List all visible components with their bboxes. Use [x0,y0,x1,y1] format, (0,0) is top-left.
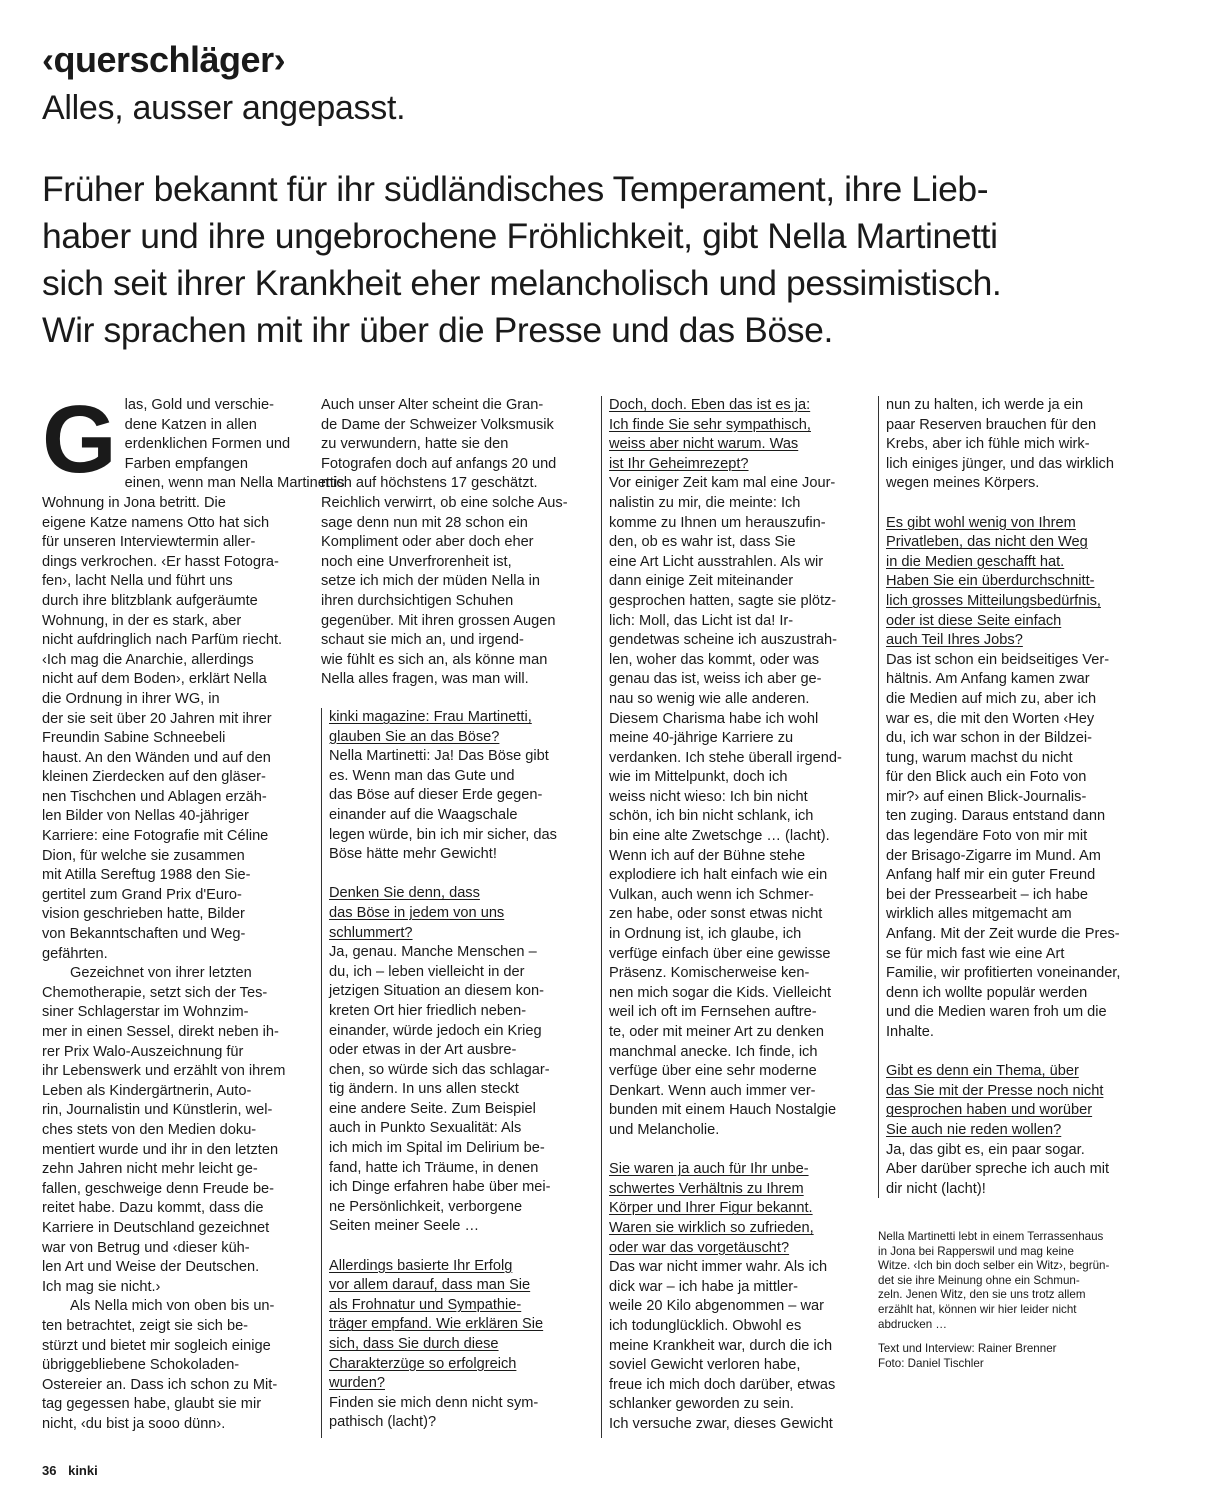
text-line: in Ordnung ist, ich glaube, ich [609,926,802,943]
text-line: du, ich war schon in der Bildzei- [886,730,1093,747]
text-line: lich: Moll, das Licht ist da! Ir- [609,612,794,629]
text-line: zen habe, oder sonst etwas nicht [609,906,823,923]
text-line: verdanken. Ich stehe überall irgend- [609,749,842,766]
text-line: Chemotherapie, setzt sich der Tes- [42,984,268,1001]
text-line: ne Persönlichkeit, verborgene [329,1198,523,1215]
text-line: Reichlich verwirrt, ob eine solche Aus- [321,494,568,511]
text-line: lich einiges jünger, und das wirklich [886,455,1114,472]
text-line: Ostereier an. Dass ich schon zu Mit- [42,1376,278,1393]
text-line: fallen, geschweige denn Freude be- [42,1180,275,1197]
text-line: sage denn nun mit 28 schon ein [321,514,528,531]
text-line: abdrucken … [878,1317,947,1331]
text-line: mit Atilla Sereftug 1988 den Sie- [42,867,251,884]
text-line: Inhalte. [886,1024,934,1040]
page-footer [42,1463,106,1478]
question-line: als Frohnatur und Sympathie- [329,1296,522,1313]
text-line: Kompliment oder aber doch eher [321,534,534,551]
text-line: ich mich im Spital im Delirium be- [329,1140,545,1157]
question-line: Gibt es denn ein Thema, über [886,1063,1079,1080]
text-line: eine andere Seite. Zum Beispiel [329,1100,536,1117]
text-line: len Bilder von Nellas 40-jähriger [42,808,249,825]
text-line: die Ordnung in ihrer WG, in [42,690,220,707]
text-line: Karriere: eine Fotografie mit Céline [42,828,269,845]
text-line: wirklich alles mitgemacht am [886,906,1072,923]
text-line: Denkart. Wenn auch immer ver- [609,1082,816,1099]
text-line: wegen meines Körpers. [886,475,1040,492]
text-line: dene Katzen in allen [124,416,257,433]
text-line: dick war – ich habe ja mittler- [609,1278,798,1295]
text-line: mentiert wurde und ihr in den letzten [42,1141,279,1158]
text-line: len, woher das kommt, oder was [609,651,820,668]
text-line: siner Schlagerstar im Wohnzim- [42,1004,249,1021]
text-line: schaut sie mich an, und irgend- [321,632,524,649]
question-line: oder war das vorgetäuscht? [609,1239,790,1256]
question-line: Körper und Ihrer Figur bekannt. [609,1200,813,1217]
question-line: träger empfand. Wie erklären Sie [329,1316,544,1333]
text-line: Seiten meiner Seele … [329,1218,480,1235]
text-line: komme zu Ihnen um herauszufin- [609,514,826,531]
question-line: Denken Sie denn, dass [329,885,480,902]
text-line: kreten Ort hier friedlich neben- [329,1002,527,1019]
text-line: dir nicht (lacht)! [886,1180,986,1197]
text-line: Fotografen doch auf anfangs 20 und [321,455,557,472]
text-line: Diesem Charisma habe ich wohl [609,710,819,727]
text-line: der sie seit über 20 Jahren mit ihrer [42,710,272,727]
text-line: ihren durchsichtigen Schuhen [321,592,514,609]
text-line: gefährten. [42,945,108,962]
paragraph-gap [886,1043,1146,1063]
text-line: las, Gold und verschie- [124,397,274,413]
text-line: legen würde, bin ich mir sicher, das [329,826,557,843]
question-line: Es gibt wohl wenig von Ihrem [886,514,1076,531]
text-line: die Medien auf mich zu, aber ich [886,690,1097,707]
text-line: setze ich mich der müden Nella in [321,573,541,590]
text-line: war von Betrug und ‹dieser küh- [42,1239,250,1256]
text-line: in Jona bei Rapperswil und mag keine [878,1244,1074,1258]
text-line: den, ob es wahr ist, dass Sie [609,534,796,551]
text-line: Nella Martinetti lebt in einem Terrassenhaus [878,1230,1104,1243]
text-line: nun zu halten, ich werde ja ein [886,397,1084,413]
text-line: verfüge über eine sehr moderne [609,1063,817,1080]
paragraph-gap [886,494,1146,514]
question-line: Doch, doch. Eben das ist es ja: [609,397,811,413]
text-line: haust. An den Wänden und auf den [42,749,271,766]
text-line: len Art und Weise der Deutschen. [42,1259,260,1276]
question-line: glauben Sie an das Böse? [329,728,500,745]
question-line: Privatleben, das nicht den Weg [886,534,1088,551]
text-line: nen mich sogar die Kids. Vielleicht [609,984,831,1001]
text-line: Ich mag sie nicht.› [42,1278,161,1295]
text-line: weile 20 Kilo abgenommen – war [609,1298,824,1315]
text-line: nau so wenig wie alle anderen. [609,690,810,707]
text-line: Das war nicht immer wahr. Als ich [609,1259,828,1276]
text-line: meine 40-jährige Karriere zu [609,730,794,747]
text-line: mer in einen Sessel, direkt neben ih- [42,1024,279,1040]
text-line: mir?› auf einen Blick-Journalis- [886,788,1087,805]
question-line: lich grosses Mitteilungsbedürfnis, [886,592,1101,609]
text-line: kleinen Zierdecken auf den gläser- [42,769,266,786]
column-2-interview [329,708,584,1433]
text-line: genau das ist, weiss ich aber ge- [609,671,822,688]
text-line: nalistin zu mir, die meinte: Ich [609,494,801,511]
text-line: gegenüber. Mit ihren grossen Augen [321,612,556,629]
question-line: Ich finde Sie sehr sympathisch, [609,416,811,433]
text-line: nicht aufdringlich nach Parfüm riecht. [42,632,283,649]
text-line: Foto: Daniel Tischler [878,1356,984,1370]
text-line: war es, die mit den Worten ‹Hey [886,710,1095,727]
text-line: freue ich mich doch darüber, etwas [609,1376,836,1393]
text-line: ihr Lebenswerk und erzählt von ihrem [42,1063,286,1080]
column-rule [601,396,602,1438]
question-line: vor allem darauf, dass man Sie [329,1277,531,1294]
column-rule [878,396,879,1198]
text-line: gendetwas scheine ich auszustrah- [609,632,837,649]
question-line: Allerdings basierte Ihr Erfolg [329,1257,513,1274]
text-line: wie im Mittelpunkt, doch ich [609,769,788,786]
text-line: von Bekanntschaften und Weg- [42,926,246,943]
text-line: se für mich fast wie eine Art [886,945,1065,962]
text-line: tung, warum machst du nicht [886,749,1073,766]
text-line: ches stets von den Medien doku- [42,1121,257,1138]
text-line: dings verkrochen. ‹Er hasst Fotogra- [42,553,279,570]
text-line: durch ihre blitzblank aufgeräumte [42,592,258,609]
caption-spacer [878,1332,1148,1342]
text-line: bei der Pressearbeit – ich habe [886,886,1089,903]
text-line: Anfang. Mit der Zeit wurde die Pres- [886,926,1120,943]
text-line: für den Blick auch ein Foto von [886,769,1087,786]
text-line: te, oder mit meiner Art zu denken [609,1024,824,1040]
text-line: noch eine Unverfrorenheit ist, [321,553,512,570]
text-line: stürzt und bietet mir sogleich einige [42,1337,271,1354]
text-line: auch in Punkto Sexualität: Als [329,1120,522,1137]
text-line: zehn Jahren nicht mehr leicht ge- [42,1161,258,1178]
text-line: das legendäre Foto von mir mit [886,828,1088,845]
text-line: erzählt hat, können wir hier leider nicht [878,1302,1077,1316]
text-line: hältnis. Am Anfang kamen zwar [886,671,1090,688]
text-line: einen, wenn man Nella Martinettis [124,475,345,492]
text-line: einander, würde jedoch ein Krieg [329,1022,542,1039]
text-line: Wohnung, in der es stark, aber [42,612,242,629]
text-line: ich todunglücklich. Obwohl es [609,1317,802,1334]
text-line: Als Nella mich von oben bis un- [70,1298,275,1315]
text-line: das Böse auf dieser Erde gegen- [329,787,543,804]
col1-body [42,474,345,1434]
text-line: Witze. ‹Ich bin doch selber ein Witz›, begrün- [878,1259,1110,1273]
question-line: sich, dass Sie durch diese [329,1336,499,1352]
paragraph-gap [329,1237,584,1257]
column-3 [609,396,859,1434]
text-line: Ich versuche zwar, dieses Gewicht [609,1415,833,1432]
magazine-name: kinki [68,1463,98,1478]
question-line: das Böse in jedem von uns [329,904,505,921]
text-line: ten betrachtet, zeigt sie sich be- [42,1317,249,1334]
text-line: ‹Ich mag die Anarchie, allerdings [42,651,254,668]
text-line: ich Dinge erfahren habe über mei- [329,1179,551,1196]
text-line: eine Art Licht ausstrahlen. Als wir [609,553,824,570]
text-line: Wohnung in Jona betritt. Die [42,494,226,511]
text-line: Ja, genau. Manche Menschen – [329,944,537,961]
text-line: fand, hatte ich Träume, in denen [329,1159,539,1176]
subtitle: Alles, ausser angepasst. [42,89,406,127]
text-line: Karriere in Deutschland gezeichnet [42,1219,270,1236]
question-line: wurden? [329,1375,385,1392]
text-line: de Dame der Schweizer Volksmusik [321,416,554,433]
text-line: für unseren Interviewtermin aller- [42,534,256,551]
text-line: bunden mit einem Hauch Nostalgie [609,1102,837,1119]
text-line: jetzigen Situation an diesem kon- [329,983,544,1000]
text-line: Text und Interview: Rainer Brenner [878,1342,1057,1356]
lead-line: Wir sprachen mit ihr über die Presse und das Böse. [42,310,833,350]
text-line: nicht, ‹du bist ja sooo dünn›. [42,1415,226,1432]
text-line: fen›, lacht Nella und führt uns [42,573,233,590]
lead-line: Früher bekannt für ihr südländisches Temperament, ihre Lieb- [42,169,989,209]
text-line: es. Wenn man das Gute und [329,767,515,784]
paragraph-gap [329,865,584,885]
text-line: denn ich wollte populär werden [886,984,1088,1001]
image-caption [878,1230,1148,1371]
text-line: pathisch (lacht)? [329,1414,437,1431]
lead-line: haber und ihre ungebrochene Fröhlichkeit, gibt Nella Martinetti [42,216,998,256]
text-line: paar Reserven brauchen für den [886,416,1097,433]
column-rule [321,708,322,1438]
text-line: Nella Martinetti: Ja! Das Böse gibt [329,748,549,765]
question-line: kinki magazine: Frau Martinetti, [329,709,532,725]
text-line: mich auf höchstens 17 geschätzt. [321,475,538,492]
text-line: tig ändern. In uns allen steckt [329,1081,519,1098]
text-line: rin, Journalistin und Künstlerin, wel- [42,1102,273,1119]
question-line: Waren sie wirklich so zufrieden, [609,1219,814,1236]
text-line: explodiere ich halt einfach wie ein [609,867,828,884]
question-line: ist Ihr Geheimrezept? [609,455,749,472]
paragraph-gap [609,1141,859,1161]
text-line: schön, ich bin nicht schlank, ich [609,808,814,825]
question-line: oder ist diese Seite einfach [886,612,1062,629]
text-line: chen, so würde sich das schlagar- [329,1061,550,1078]
question-line: schwertes Verhältnis zu Ihrem [609,1180,804,1197]
rubric-title: ‹querschläger› [42,39,286,80]
text-line: Farben empfangen [124,455,248,472]
text-line: det sie ihre Meinung ohne ein Schmun- [878,1273,1080,1287]
question-line: Charakterzüge so erfolgreich [329,1355,517,1372]
question-line: Sie auch nie reden wollen? [886,1121,1062,1138]
text-line: tag gegessen habe, glaubt sie mir [42,1396,262,1413]
text-line: rer Prix Walo-Auszeichnung für [42,1043,244,1060]
question-line: Sie waren ja auch für Ihr unbe- [609,1161,809,1178]
text-line: oder etwas in der Art ausbre- [329,1042,517,1059]
text-line: und die Medien waren froh um die [886,1004,1107,1021]
text-line: zeln. Jenen Witz, den sie uns trotz allem [878,1288,1086,1302]
text-line: Familie, wir profitierten voneinander, [886,965,1121,982]
text-line: gesprochen hatten, sagte sie plötz- [609,592,837,609]
text-line: gertitel zum Grand Prix d'Euro- [42,886,242,903]
text-line: nicht auf dem Boden›, erklärt Nella [42,671,267,688]
question-line: gesprochen haben und worüber [886,1102,1093,1119]
question-line: das Sie mit der Presse noch nicht [886,1082,1104,1099]
question-line: in die Medien geschafft hat. [886,553,1065,570]
text-line: Nella alles fragen, was man will. [321,671,529,688]
text-line: schlanker geworden zu sein. [609,1396,794,1413]
page-number: 36 [42,1463,57,1478]
question-line: auch Teil Ihres Jobs? [886,632,1023,649]
text-line: vision geschrieben hatte, Bilder [42,906,245,923]
column-1 [42,386,345,1434]
text-line: erdenklichen Formen und [124,436,291,453]
question-line: Haben Sie ein überdurchschnitt- [886,573,1095,590]
text-line: Krebs, aber ich fühle mich wirk- [886,436,1090,453]
text-line: dann einige Zeit miteinander [609,573,794,590]
text-line: Ja, das gibt es, ein paar sogar. [886,1141,1085,1158]
question-line: weiss aber nicht warum. Was [609,436,799,453]
text-line: eigene Katze namens Otto hat sich [42,514,270,531]
text-line: einander auf die Waagschale [329,806,518,823]
text-line: der Brisago-Zigarre im Mund. Am [886,847,1101,864]
column-4 [886,396,1146,1199]
text-line: Wenn ich auf der Bühne stehe [609,847,806,864]
text-line: du, ich – leben vielleicht in der [329,963,525,980]
text-line: soviel Gewicht verloren habe, [609,1357,801,1374]
text-line: übriggebliebene Schokoladen- [42,1357,240,1374]
text-line: Vulkan, auch wenn ich Schmer- [609,886,814,903]
text-line: Das ist schon ein beidseitiges Ver- [886,651,1110,668]
text-line: und Melancholie. [609,1121,720,1138]
question-line: schlummert? [329,924,413,941]
text-line: Böse hätte mehr Gewicht! [329,846,497,863]
text-line: Auch unser Alter scheint die Gran- [321,397,544,413]
text-line: Vor einiger Zeit kam mal eine Jour- [609,475,836,492]
text-line: Finden sie mich denn nicht sym- [329,1394,539,1411]
column-2 [321,396,576,690]
text-line: Gezeichnet von ihrer letzten [70,965,252,982]
text-line: Aber darüber spreche ich auch mit [886,1161,1110,1178]
text-line: reitet habe. Dazu kommt, dass die [42,1200,264,1217]
text-line: Leben als Kindergärtnerin, Auto- [42,1082,252,1099]
text-line: wie fühlt es sich an, als könne man [321,651,548,668]
lead-paragraph [42,166,1042,354]
lead-line: sich seit ihrer Krankheit eher melancholisch und pessimistisch. [42,263,1002,303]
text-line: nen Tischchen und Ablagen erzäh- [42,788,267,805]
dropcap: G [42,386,117,493]
text-line: Präsenz. Komischerweise ken- [609,965,810,982]
text-line: Dion, für welche sie zusammen [42,847,245,864]
text-line: weil ich oft im Fernsehen auftre- [609,1004,817,1021]
text-line: meine Krankheit war, durch die ich [609,1337,833,1354]
text-line: weiss nicht wieso: Ich bin nicht [609,788,808,805]
text-line: Anfang half mir ein guter Freund [886,867,1096,884]
text-line: Freundin Sabine Schneebeli [42,730,226,747]
text-line: ten zuging. Daraus entstand dann [886,808,1106,825]
text-line: verfüge einfach über eine gewisse [609,945,831,962]
text-line: bin eine alte Zwetschge … (lacht). [609,828,830,845]
text-line: zu verwundern, hatte sie den [321,436,509,453]
text-line: manchmal anecke. Ich finde, ich [609,1043,818,1060]
